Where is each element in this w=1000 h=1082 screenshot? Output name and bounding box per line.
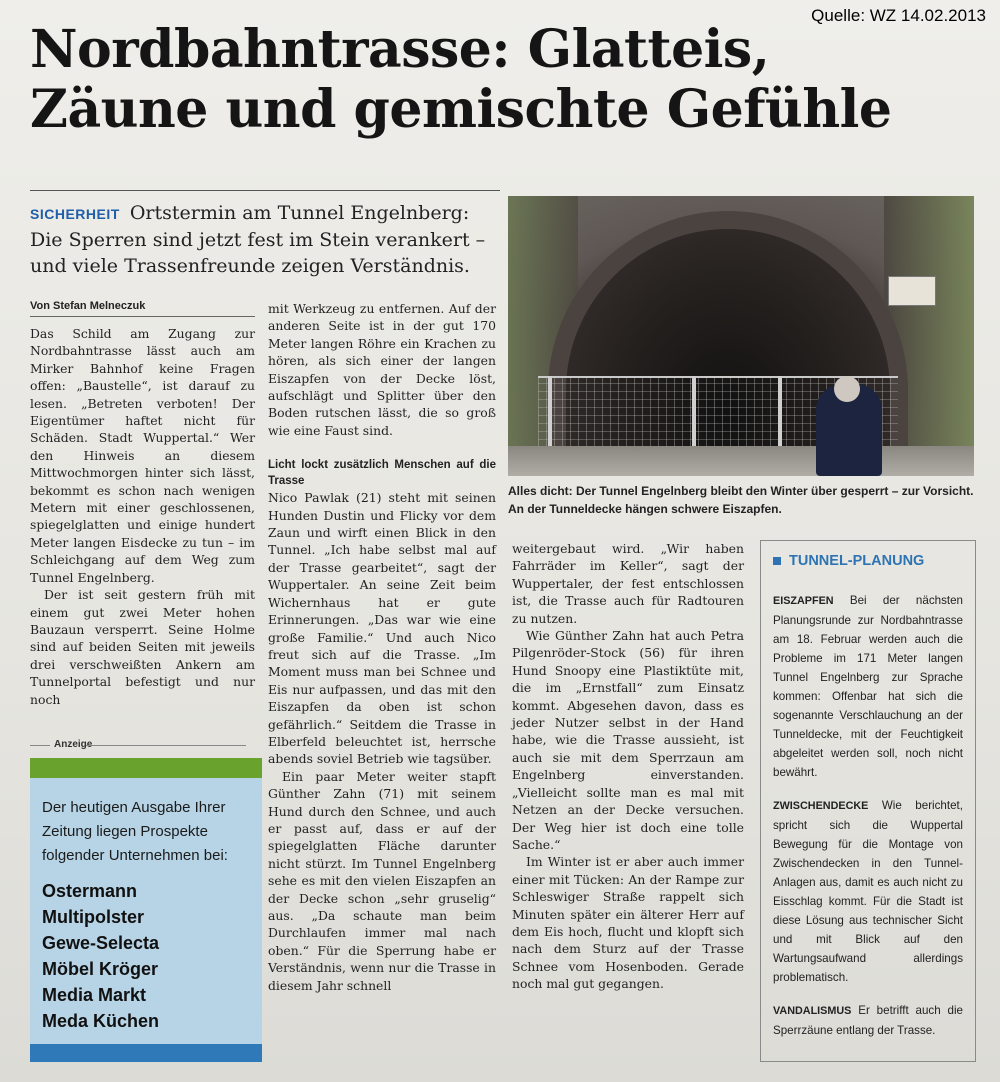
- tunnel-sign: [888, 276, 936, 306]
- company-item: Ostermann: [42, 881, 138, 901]
- paragraph: Im Winter ist er aber auch immer einer mit Tücken: An der Rampe zur Schleswiger Straße rappelt sich Minuten später ein älterer Herr auf dem Eis hoch, flucht und klopft sich nach dem Sturz auf der Trasse Schnee vom Hosenboden. Gerade noch mal gut gegangen.: [512, 854, 744, 992]
- article-column-2: [268, 300, 496, 994]
- company-item: Gewe-Selecta: [42, 933, 160, 953]
- paragraph: Nico Pawlak (21) steht mit seinen Hunden Dustin und Flicky vor dem Zaun und wirft einen Blick in den Tunnel. „Ich habe selbst mal auf der Trasse gearbeitet“, sagt der Wuppertaler. An seine Zeit beim Wichernhaus hat er gute Erinnerungen. „Das war wie eine große Familie.“ Und auch Nico freut sich auf die Trasse. „Im Moment muss man bei Schnee und Eis nur aufpassen, und das mit den Eiszapfen da oben ist schon gefährlich.“ Seitdem die Trasse in Elberfeld beleuchtet ist, herrsche abends soviel Betrieb wie tagsüber.: [268, 490, 496, 767]
- advertisement-box: [30, 758, 262, 1062]
- headline-line-1: Nordbahntrasse: Glatteis,: [30, 19, 770, 80]
- paragraph: Ein paar Meter weiter stapft Günther Zahn (71) mit seinem Hund durch den Schnee, und auch er passt auf, dass er auf der spiegelglatten Fläche darunter nicht stürzt. Im Tunnel Engelnberg sehe es mit den vielen Eiszapfen an der Decke schon „sehr gruselig“ aus. „Da schaute man beim Durchlaufen immer mal nach oben.“ Für die Sperrung habe er Verständnis, wenn nur die Trasse in diesem Jahr schnell: [268, 768, 496, 993]
- article-column-3: [512, 540, 744, 993]
- newspaper-clipping: Quelle: WZ 14.02.2013 Nordbahntrasse: Glatteis, Zäune und gemischte Gefühle SICHERHEIT Ortstermin am Tunnel Engelnberg: Die Sperren sind jetzt fest im Stein verankert – und viele Trassenfreunde zeigen Verständnis. Alles dicht: Der Tunnel Engelnberg bleibt den Winter über gesperrt – zur Vorsicht. An der Tunneldecke hängen schwere Eiszapfen. Von Stefan Melneczuk Das Schild am Zugang zur Nordbahntrasse lässt auch am Mirker Bahnhof keine Fragen offen: „Baustelle“, ist darauf zu lesen. „Betreten verboten! Der Eigentümer haftet nicht für Schäden. Stadt Wuppertal.“ Wer den Hinweis an diesem Mittwochmorgen hinter sich lässt, bekommt es schon nach wenigen Metern mit einer geschlossenen, spiegelglatten und einige hundert Meter langen Eisdecke zu tun – im Schleichgang auf dem Weg zum Tunnel Engelnberg. Der ist seit gestern früh mit einem gut zwei Meter hohen Bauzaun versperrt. Seine Holme sind auf beiden Seiten mit jeweils drei verschweißten Ankern am Tunnelportal befestigt und nur noch mit Werkzeug zu entfernen. Auf der anderen Seite ist in der gut 170 Meter langen Röhre ein Krachen zu hören, als sich einer der langen Eiszapfen von der Decke löst, aufschlägt und Splitter über den Boden rutschen lässt, die so groß wie eine Faust sind. Licht lockt zusätzlich Menschen auf die Trasse Nico Pawlak (21) steht mit seinen Hunden Dustin und Flicky vor dem Zaun und wirft einen Blick in den Tunnel. „Ich habe selbst mal auf der Trasse gearbeitet“, sagt der Wuppertaler. An seine Zeit beim Wichernhaus hat er gute Erinnerungen. „Das war wie eine große Familie.“ Und auch Nico freut sich auf die Trasse. „Im Moment muss man bei Schnee und Eis nur aufpassen, und das mit den Eiszapfen da oben ist schon gefährlich.“ Seitdem die Trasse in Elberfeld beleuchtet ist, herrsche abends soviel Betrieb wie tagsüber. Ein paar Meter weiter stapft Günther Zahn (71) mit seinem Hund durch den Schnee, und auch er passt auf, dass er auf der spiegelglatten Fläche darunter nicht stürzt. Im Tunnel Engelnberg sehe es mit den vielen Eiszapfen an der Decke schon „sehr gruselig“ aus. „Da schaute man beim Durchlaufen immer mal nach oben.“ Für die Sperrung habe er Verständnis, wenn nur die Trasse in diesem Jahr schnell weitergebaut wird. „Wir haben Fahrräder im Keller“, sagt der Wuppertaler, der fest entschlossen ist, die Trasse auch für Radtouren zu nutzen. Wie Günther Zahn hat auch Petra Pilgenröder-Stock (56) für ihren Hund Snoopy eine Plastiktüte mit, die im „Ernstfall“ zum Einsatz kommt. Abgesehen davon, dass es jeder Nutzer selbst in der Hand habe, wie die Trasse aussieht, ist auch sie mit dem Sperrzaun am Engelnberg einverstanden. „Vielleicht sollte man es mal mit Netzen an der Decke versuchen. Der Weg hier ist doch eine tolle Sache.“ Im Winter ist er aber auch immer einer mit Tücken: An der Rampe zur Schleswiger Straße rappelt sich Minuten später ein älterer Herr auf dem Eis hoch, flucht und klopft sich nach dem Sturz auf der Trasse Schnee vom Hosenboden. Gerade noch mal gut gegangen. Anzeige Der heutigen Ausgabe Ihrer Zeitung liegen Prospekte folgender Unternehmen bei: Ostermann Multipolster Gewe-Selecta Möbel Kröger Media Markt Meda Küchen TUNNEL-PLANUNG EISZAPFEN Bei der nächsten Planungsrunde zur Nordbahntrasse am 18. Februar werden auch die Probleme im 171 Meter langen Tunnel Engelnberg zur Sprache kommen: Offenbar hat sich die sogenannte Verschlauchung an der Tunneldecke, mit der Feuchtigkeit abgeleitet werden soll, noch nicht bewährt. ZWISCHENDECKE Wie berichtet, spricht sich die Wuppertal Bewegung für die Montage von Zwischendecken in den Tunnel-Anlagen aus, damit es auch nicht zu Eisschlag kommt. Für die Stadt ist diese Lösung aus technischer Sicht und mit Blick auf den Wartungsaufwand allerdings problematisch. VANDALISMUS Er betrifft auch die Sperrzäune entlang der Trasse.: [0, 0, 1000, 1082]
- company-item: Media Markt: [42, 985, 147, 1005]
- headline-line-2: Zäune und gemischte Gefühle: [30, 79, 892, 140]
- divider: [30, 190, 500, 191]
- company-item: Meda Küchen: [42, 1011, 160, 1031]
- paragraph: Das Schild am Zugang zur Nordbahntrasse lässt auch am Mirker Bahnhof keine Fragen offen: „Baustelle“, ist darauf zu lesen. „Betreten verboten! Der Eigentümer haftet nicht für Schäden. Stadt Wuppertal.“ Wer den Hinweis an diesem Mittwochmorgen hinter sich lässt, bekommt es schon nach wenigen Metern mit einer geschlossenen, spiegelglatten und einige hundert Meter langen Eisdecke zu tun – im Schleichgang auf dem Weg zum Tunnel Engelnberg.: [30, 326, 255, 585]
- info-item: EISZAPFEN Bei der nächsten Planungsrunde zur Nordbahntrasse am 18. Februar werden auch die Probleme im 171 Meter langen Tunnel Engelnberg zur Sprache kommen: Offenbar hat sich die sogenannte Verschlauchung an der Tunneldecke, mit der Feuchtigkeit abgeleitet werden soll, noch nicht bewährt.: [773, 594, 963, 779]
- ad-intro: Der heutigen Ausgabe Ihrer Zeitung liegen Prospekte folgender Unternehmen bei:: [42, 799, 228, 864]
- square-bullet-icon: [773, 557, 781, 565]
- paragraph: Der ist seit gestern früh mit einem gut zwei Meter hohen Bauzaun versperrt. Seine Holme sind auf beiden Seiten mit jeweils drei verschweißten Ankern am Tunnelportal befestigt und nur noch: [30, 587, 255, 707]
- photo-caption: Alles dicht: Der Tunnel Engelnberg bleibt den Winter über gesperrt – zur Vorsicht. An der Tunneldecke hängen schwere Eiszapfen.: [508, 484, 974, 516]
- paragraph: mit Werkzeug zu entfernen. Auf der anderen Seite ist in der gut 170 Meter langen Röhre ein Krachen zu hören, als sich einer der langen Eiszapfen von der Decke löst, aufschlägt und Splitter über den Boden rutschen lässt, die so groß wie eine Faust sind.: [268, 301, 496, 438]
- headline: [30, 20, 980, 140]
- article-column-1: [30, 296, 255, 708]
- company-list: [30, 868, 262, 1034]
- subheadline: [30, 200, 500, 279]
- section-subheading: Licht lockt zusätzlich Menschen auf die Trasse: [268, 459, 496, 488]
- source-note: Quelle: WZ 14.02.2013: [811, 6, 986, 25]
- company-item: Multipolster: [42, 907, 144, 927]
- kicker-label: SICHERHEIT: [30, 206, 120, 222]
- tunnel-photo: [508, 196, 974, 476]
- info-box: [760, 540, 976, 1062]
- subheadline-text: Ortstermin am Tunnel Engelnberg: Die Sperren sind jetzt fest im Stein verankert – und viele Trassenfreunde zeigen Verständnis.: [30, 202, 486, 277]
- byline: Von Stefan Melneczuk: [30, 296, 255, 317]
- info-box-title: TUNNEL-PLANUNG: [773, 553, 963, 569]
- info-item: VANDALISMUS Er betrifft auch die Sperrzäune entlang der Trasse.: [773, 1004, 963, 1037]
- company-item: Möbel Kröger: [42, 959, 159, 979]
- paragraph: Wie Günther Zahn hat auch Petra Pilgenröder-Stock (56) für ihren Hund Snoopy eine Plastiktüte mit, die im „Ernstfall“ zum Einsatz kommt. Abgesehen davon, dass es jeder Nutzer selbst in der Hand habe, wie die Trasse aussieht, ist auch sie mit dem Sperrzaun am Engelnberg einverstanden. „Vielleicht sollte man es mal mit Netzen an der Decke versuchen. Der Weg hier ist doch eine tolle Sache.“: [512, 628, 744, 852]
- paragraph: weitergebaut wird. „Wir haben Fahrräder im Keller“, sagt der Wuppertaler, der fest entschlossen ist, die Trasse auch für Radtouren zu nutzen.: [512, 541, 744, 626]
- info-item: ZWISCHENDECKE Wie berichtet, spricht sich die Wuppertal Bewegung für die Montage von Zwischendecken in den Tunnel-Anlagen aus, damit es auch nicht zu Eisschlag kommt. Für die Stadt ist diese Lösung aus technischer Sicht und mit Blick auf den Wartungsaufwand allerdings problematisch.: [773, 799, 963, 984]
